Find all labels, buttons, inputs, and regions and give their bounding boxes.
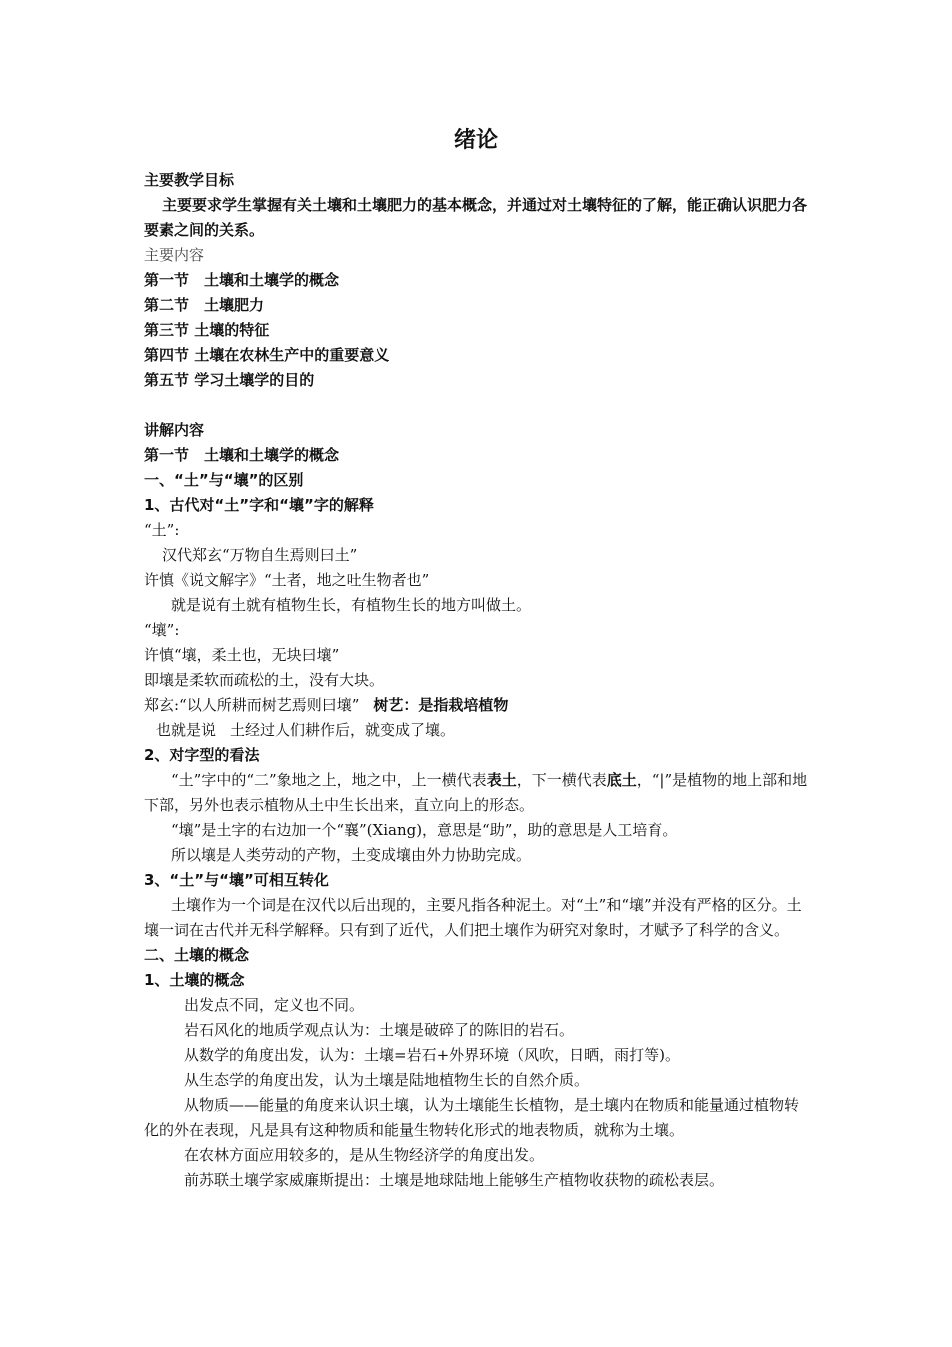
- paragraph: 前苏联土壤学家威廉斯提出：土壤是地球陆地上能够生产植物收获物的疏松表层。: [184, 1171, 725, 1189]
- quote-line: [144, 693, 812, 718]
- bold-term: 表土: [486, 771, 517, 789]
- text-run: 土经过人们耕作后，就变成了壤。: [230, 721, 456, 739]
- contents-item: 第一节 土壤和土壤学的概念: [144, 271, 340, 289]
- paragraph: 就是说有土就有植物生长，有植物生长的地方叫做土。: [171, 596, 532, 614]
- quote-text: 郑玄:“以人所耕而树艺焉则曰壤”: [144, 696, 360, 714]
- page-title: 绪论: [453, 128, 498, 153]
- contents-item: 第四节 土壤在农林生产中的重要意义: [144, 346, 390, 364]
- quote-line: 许慎《说文解字》“土者，地之吐生物者也”: [144, 571, 430, 589]
- section-heading: 第一节 土壤和土壤学的概念: [144, 446, 340, 464]
- paragraph: 岩石风化的地质学观点认为：土壤是破碎了的陈旧的岩石。: [184, 1021, 575, 1039]
- paragraph: 从数学的角度出发，认为：土壤=岩石+外界环境（风吹，日晒，雨打等)。: [184, 1046, 680, 1064]
- part-heading: 二、土壤的概念: [144, 946, 250, 964]
- tu-label: “土”:: [144, 521, 180, 539]
- paragraph: 即壤是柔软而疏松的土，没有大块。: [144, 671, 385, 689]
- sub-heading: 1、土壤的概念: [144, 971, 245, 989]
- text-run: “土”字中的“二”象地之上，地之中，上一横代表: [171, 771, 487, 789]
- rang-label: “壤”:: [144, 621, 180, 639]
- quote-line: 汉代郑玄“万物自生焉则曰土”: [162, 546, 358, 564]
- spacer: [144, 393, 812, 418]
- bold-note: 树艺：是指栽培植物: [373, 696, 509, 714]
- part-heading: 一、“土”与“壤”的区别: [144, 471, 304, 489]
- text-run: ，下一横代表: [516, 771, 607, 789]
- contents-item: 第三节 土壤的特征: [144, 321, 270, 339]
- contents-item: 第五节 学习土壤学的目的: [144, 371, 315, 389]
- sub-heading: 1、古代对“土”字和“壤”字的解释: [144, 496, 374, 514]
- paragraph: 从生态学的角度出发，认为土壤是陆地植物生长的自然介质。: [184, 1071, 590, 1089]
- paragraph: [144, 768, 812, 818]
- paragraph: 从物质——能量的角度来认识土壤，认为土壤能生长植物，是土壤内在物质和能量通过植物转化的外在表现，凡是具有这种物质和能量生物转化形式的地表物质，就称为土壤。: [144, 1096, 800, 1139]
- paragraph: 所以壤是人类劳动的产物，土变成壤由外力协助完成。: [171, 846, 532, 864]
- text-run: ，“|”是植物的地上部和地下部，另外也表示植物从土中生长出来，直立向上的形态。: [144, 771, 808, 814]
- paragraph: 在农林方面应用较多的，是从生物经济学的角度出发。: [184, 1146, 545, 1164]
- document-body: [144, 168, 812, 1193]
- sub-heading: 3、“土”与“壤”可相互转化: [144, 871, 329, 889]
- bold-term: 底土: [606, 771, 637, 789]
- quote-line: 许慎“壤，柔土也，无块曰壤”: [144, 646, 340, 664]
- sub-heading: 2、对字型的看法: [144, 746, 260, 764]
- objectives-text: 主要要求学生掌握有关土壤和土壤肥力的基本概念，并通过对土壤特征的了解，能正确认识肥力各要素之间的关系。: [144, 196, 808, 239]
- paragraph: “壤”是土字的右边加一个“襄”(Xiang)，意思是“助”，助的意思是人工培育。: [171, 821, 678, 839]
- lecture-heading: 讲解内容: [144, 421, 205, 439]
- objectives-heading: 主要教学目标: [144, 171, 235, 189]
- contents-item: 第二节 土壤肥力: [144, 296, 265, 314]
- paragraph: 土壤作为一个词是在汉代以后出现的，主要凡指各种泥土。对“土”和“壤”并没有严格的区分。土壤一词在古代并无科学解释。只有到了近代，人们把土壤作为研究对象时，才赋予了科学的含义。: [144, 896, 802, 939]
- contents-heading: 主要内容: [144, 246, 205, 264]
- paragraph: [144, 718, 812, 743]
- paragraph: 出发点不同，定义也不同。: [184, 996, 365, 1014]
- text-run: 也就是说: [156, 721, 217, 739]
